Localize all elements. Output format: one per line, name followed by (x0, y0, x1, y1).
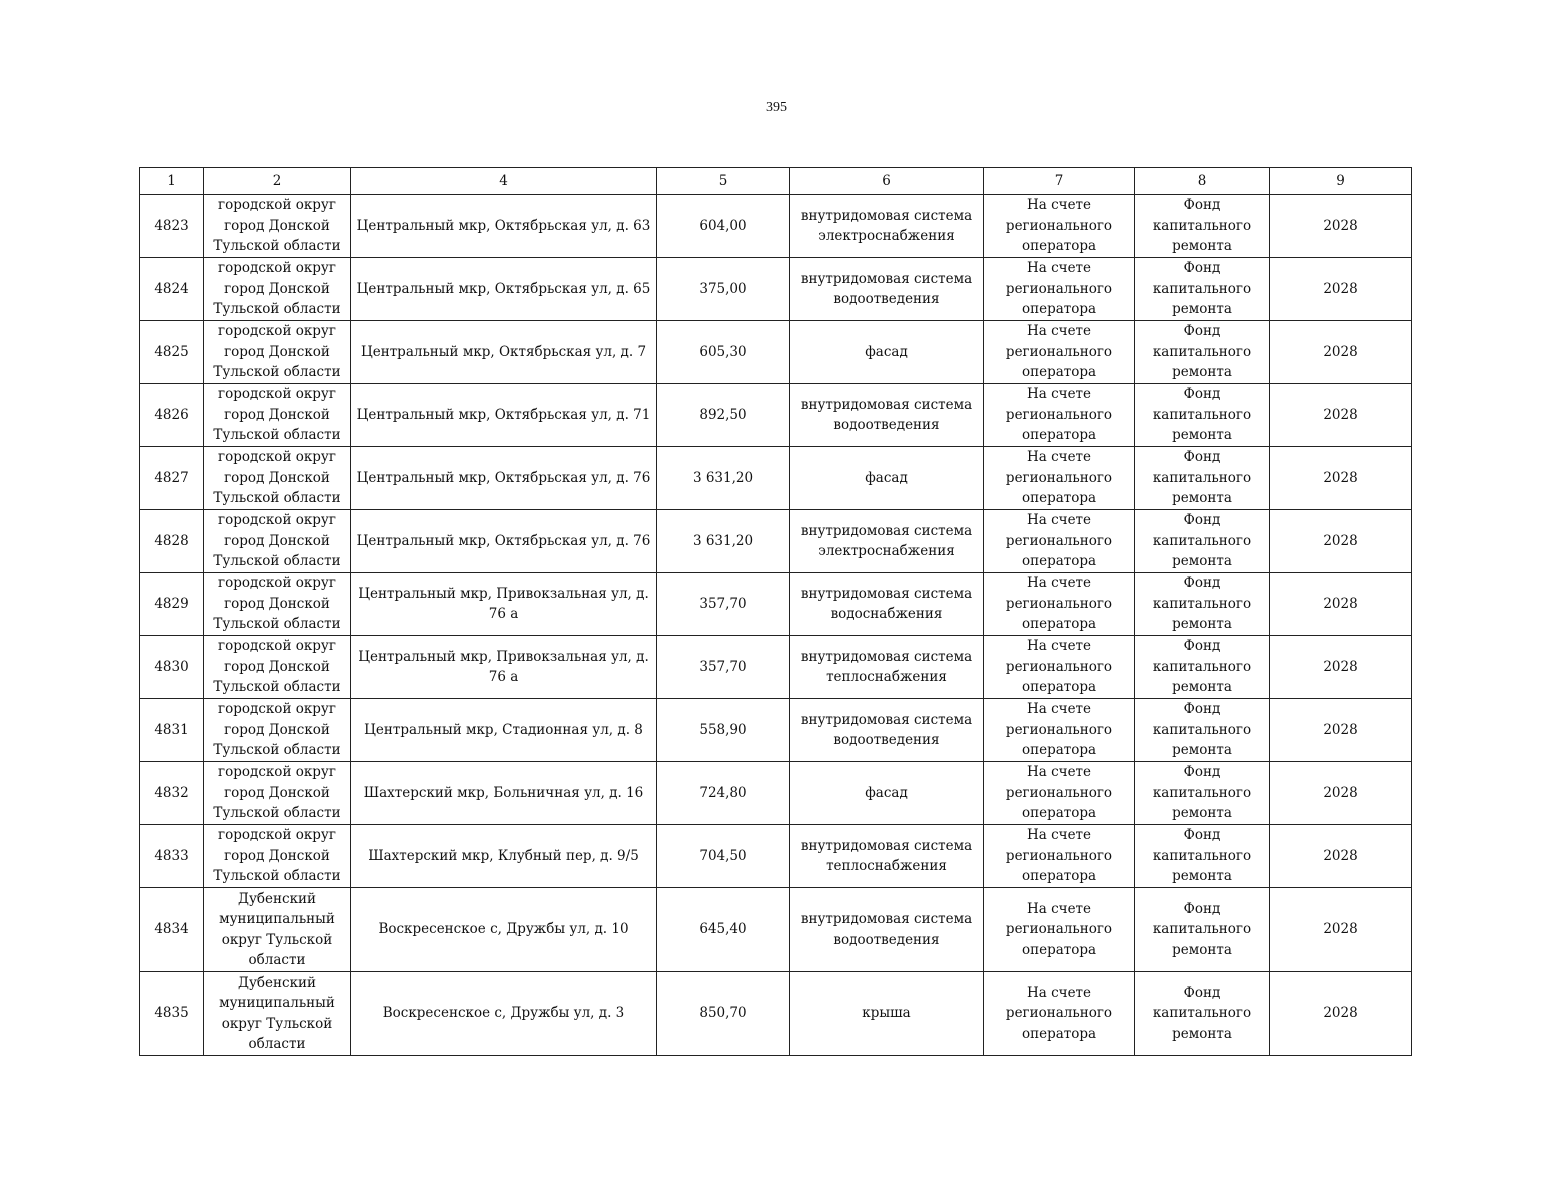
area-cell: 704,50 (657, 825, 790, 888)
row-number: 4826 (140, 384, 204, 447)
address-cell: Шахтерский мкр, Клубный пер, д. 9/5 (351, 825, 657, 888)
address-cell: Центральный мкр, Стадионная ул, д. 8 (351, 699, 657, 762)
year-cell: 2028 (1270, 972, 1412, 1056)
area-cell: 558,90 (657, 699, 790, 762)
municipality-cell: городской округ город Донской Тульской области (204, 573, 351, 636)
fund-cell: Фонд капитального ремонта (1135, 447, 1270, 510)
work-type-cell: крыша (790, 972, 984, 1056)
column-header: 4 (351, 168, 657, 195)
work-type-cell: фасад (790, 321, 984, 384)
account-cell: На счете регионального оператора (984, 972, 1135, 1056)
account-cell: На счете регионального оператора (984, 258, 1135, 321)
address-cell: Центральный мкр, Октябрьская ул, д. 63 (351, 195, 657, 258)
municipality-cell: городской округ город Донской Тульской области (204, 384, 351, 447)
municipality-cell: городской округ город Донской Тульской области (204, 258, 351, 321)
work-type-cell: внутридомовая система водоснабжения (790, 573, 984, 636)
account-cell: На счете регионального оператора (984, 447, 1135, 510)
area-cell: 3 631,20 (657, 510, 790, 573)
row-number: 4830 (140, 636, 204, 699)
year-cell: 2028 (1270, 762, 1412, 825)
year-cell: 2028 (1270, 258, 1412, 321)
account-cell: На счете регионального оператора (984, 195, 1135, 258)
year-cell: 2028 (1270, 888, 1412, 972)
fund-cell: Фонд капитального ремонта (1135, 573, 1270, 636)
row-number: 4834 (140, 888, 204, 972)
year-cell: 2028 (1270, 321, 1412, 384)
work-type-cell: внутридомовая система водоотведения (790, 384, 984, 447)
year-cell: 2028 (1270, 447, 1412, 510)
municipality-cell: городской округ город Донской Тульской области (204, 636, 351, 699)
row-number: 4832 (140, 762, 204, 825)
row-number: 4827 (140, 447, 204, 510)
municipality-cell: городской округ город Донской Тульской области (204, 447, 351, 510)
row-number: 4829 (140, 573, 204, 636)
table-row (140, 195, 1412, 258)
fund-cell: Фонд капитального ремонта (1135, 825, 1270, 888)
row-number: 4825 (140, 321, 204, 384)
work-type-cell: внутридомовая система водоотведения (790, 888, 984, 972)
municipality-cell: городской округ город Донской Тульской области (204, 762, 351, 825)
area-cell: 645,40 (657, 888, 790, 972)
fund-cell: Фонд капитального ремонта (1135, 510, 1270, 573)
address-cell: Центральный мкр, Октябрьская ул, д. 76 (351, 510, 657, 573)
address-cell: Воскресенское с, Дружбы ул, д. 10 (351, 888, 657, 972)
row-number: 4835 (140, 972, 204, 1056)
fund-cell: Фонд капитального ремонта (1135, 321, 1270, 384)
address-cell: Центральный мкр, Октябрьская ул, д. 65 (351, 258, 657, 321)
page-number: 395 (766, 100, 787, 115)
fund-cell: Фонд капитального ремонта (1135, 762, 1270, 825)
area-cell: 357,70 (657, 636, 790, 699)
municipality-cell: городской округ город Донской Тульской области (204, 321, 351, 384)
table-row (140, 699, 1412, 762)
table-row (140, 321, 1412, 384)
column-header: 9 (1270, 168, 1412, 195)
column-header: 7 (984, 168, 1135, 195)
row-number: 4828 (140, 510, 204, 573)
account-cell: На счете регионального оператора (984, 384, 1135, 447)
table-row (140, 447, 1412, 510)
account-cell: На счете регионального оператора (984, 573, 1135, 636)
work-type-cell: внутридомовая система электроснабжения (790, 510, 984, 573)
work-type-cell: внутридомовая система теплоснабжения (790, 825, 984, 888)
table-row (140, 972, 1412, 1056)
table-row (140, 636, 1412, 699)
address-cell: Центральный мкр, Октябрьская ул, д. 76 (351, 447, 657, 510)
address-cell: Воскресенское с, Дружбы ул, д. 3 (351, 972, 657, 1056)
row-number: 4824 (140, 258, 204, 321)
address-cell: Центральный мкр, Октябрьская ул, д. 7 (351, 321, 657, 384)
municipality-cell: городской округ город Донской Тульской области (204, 510, 351, 573)
account-cell: На счете регионального оператора (984, 321, 1135, 384)
area-cell: 724,80 (657, 762, 790, 825)
work-type-cell: фасад (790, 447, 984, 510)
table-row (140, 762, 1412, 825)
area-cell: 892,50 (657, 384, 790, 447)
area-cell: 3 631,20 (657, 447, 790, 510)
work-type-cell: внутридомовая система электроснабжения (790, 195, 984, 258)
row-number: 4833 (140, 825, 204, 888)
municipality-cell: городской округ город Донской Тульской области (204, 825, 351, 888)
table-row (140, 510, 1412, 573)
account-cell: На счете регионального оператора (984, 699, 1135, 762)
table-row (140, 384, 1412, 447)
table-row (140, 888, 1412, 972)
year-cell: 2028 (1270, 195, 1412, 258)
address-cell: Центральный мкр, Привокзальная ул, д. 76 а (351, 636, 657, 699)
column-header: 5 (657, 168, 790, 195)
table-row (140, 258, 1412, 321)
fund-cell: Фонд капитального ремонта (1135, 972, 1270, 1056)
account-cell: На счете регионального оператора (984, 888, 1135, 972)
account-cell: На счете регионального оператора (984, 510, 1135, 573)
fund-cell: Фонд капитального ремонта (1135, 699, 1270, 762)
fund-cell: Фонд капитального ремонта (1135, 195, 1270, 258)
table-row (140, 573, 1412, 636)
area-cell: 605,30 (657, 321, 790, 384)
work-type-cell: внутридомовая система теплоснабжения (790, 636, 984, 699)
column-header: 2 (204, 168, 351, 195)
fund-cell: Фонд капитального ремонта (1135, 888, 1270, 972)
account-cell: На счете регионального оператора (984, 825, 1135, 888)
work-type-cell: внутридомовая система водоотведения (790, 699, 984, 762)
address-cell: Шахтерский мкр, Больничная ул, д. 16 (351, 762, 657, 825)
year-cell: 2028 (1270, 636, 1412, 699)
account-cell: На счете регионального оператора (984, 636, 1135, 699)
address-cell: Центральный мкр, Октябрьская ул, д. 71 (351, 384, 657, 447)
year-cell: 2028 (1270, 384, 1412, 447)
row-number: 4831 (140, 699, 204, 762)
municipality-cell: городской округ город Донской Тульской области (204, 195, 351, 258)
year-cell: 2028 (1270, 510, 1412, 573)
account-cell: На счете регионального оператора (984, 762, 1135, 825)
municipality-cell: Дубенский муниципальный округ Тульской области (204, 888, 351, 972)
row-number: 4823 (140, 195, 204, 258)
year-cell: 2028 (1270, 825, 1412, 888)
work-type-cell: внутридомовая система водоотведения (790, 258, 984, 321)
area-cell: 357,70 (657, 573, 790, 636)
municipality-cell: городской округ город Донской Тульской области (204, 699, 351, 762)
fund-cell: Фонд капитального ремонта (1135, 636, 1270, 699)
area-cell: 604,00 (657, 195, 790, 258)
work-type-cell: фасад (790, 762, 984, 825)
capital-repair-table (139, 167, 1412, 1056)
header-row (140, 168, 1412, 195)
column-header: 1 (140, 168, 204, 195)
column-header: 8 (1135, 168, 1270, 195)
year-cell: 2028 (1270, 573, 1412, 636)
table-row (140, 825, 1412, 888)
column-header: 6 (790, 168, 984, 195)
area-cell: 375,00 (657, 258, 790, 321)
municipality-cell: Дубенский муниципальный округ Тульской области (204, 972, 351, 1056)
fund-cell: Фонд капитального ремонта (1135, 384, 1270, 447)
fund-cell: Фонд капитального ремонта (1135, 258, 1270, 321)
year-cell: 2028 (1270, 699, 1412, 762)
address-cell: Центральный мкр, Привокзальная ул, д. 76 а (351, 573, 657, 636)
area-cell: 850,70 (657, 972, 790, 1056)
